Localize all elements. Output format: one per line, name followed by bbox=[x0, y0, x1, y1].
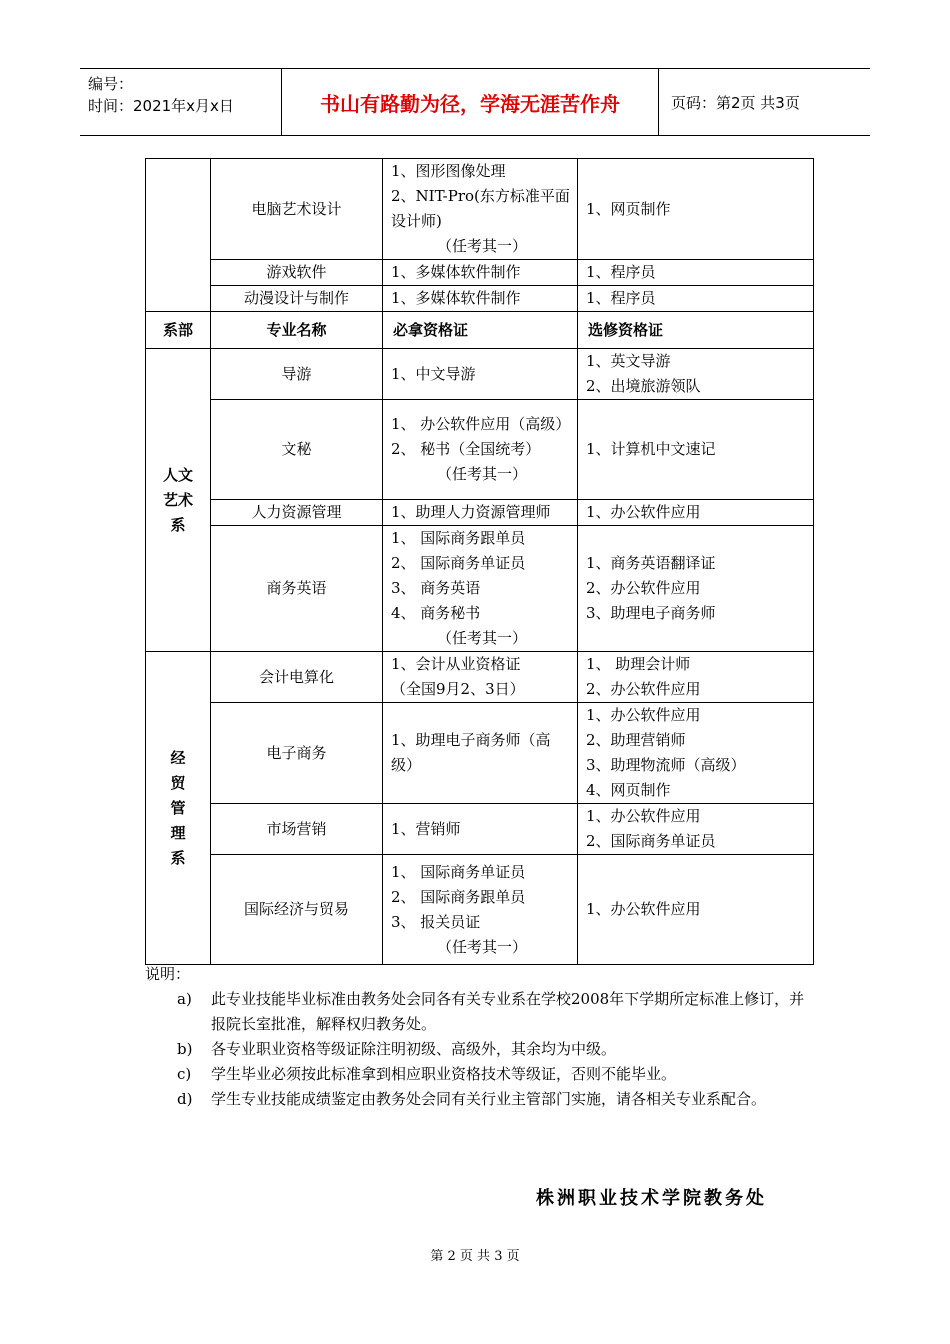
optional-cert-cell bbox=[578, 855, 814, 965]
required-cert-cell bbox=[383, 855, 578, 965]
dept-name bbox=[146, 652, 211, 965]
header-meta bbox=[80, 69, 282, 135]
required-note: （任考其一） bbox=[436, 465, 527, 483]
dept-label-line: 理 bbox=[170, 823, 186, 842]
note-item: d) 学生专业技能成绩鉴定由教务处会同有关行业主管部门实施，请各相关专业系配合。 bbox=[177, 1090, 767, 1108]
page-footer: 第 2 页 共 3 页 bbox=[430, 1249, 520, 1264]
optional-cert: 3、助理电子商务师 bbox=[586, 604, 716, 622]
optional-cert-cell bbox=[578, 500, 814, 526]
table-row bbox=[146, 804, 814, 855]
header-number: 编号： bbox=[88, 75, 134, 93]
required-cert: 2、 国际商务单证员 bbox=[391, 554, 526, 572]
required-cert-cell bbox=[383, 526, 578, 652]
optional-cert-cell bbox=[578, 400, 814, 500]
optional-cert: 1、英文导游 bbox=[586, 352, 671, 370]
signature: 株洲职业技术学院教务处 bbox=[536, 1188, 767, 1209]
header-dept: 系部 bbox=[146, 312, 211, 349]
dept-label-line: 系 bbox=[170, 515, 186, 534]
dept-label-line: 贸 bbox=[170, 773, 186, 792]
major-name: 游戏软件 bbox=[211, 260, 383, 286]
required-cert-cell bbox=[383, 652, 578, 703]
required-cert: 1、助理电子商务师（高级） bbox=[391, 731, 551, 774]
table-row bbox=[146, 349, 814, 400]
required-cert-cell bbox=[383, 349, 578, 400]
major-name: 市场营销 bbox=[211, 804, 383, 855]
dept-label bbox=[163, 463, 193, 538]
optional-cert: 1、办公软件应用 bbox=[586, 807, 701, 825]
optional-cert: 1、 助理会计师 bbox=[586, 655, 691, 673]
optional-cert: 2、办公软件应用 bbox=[586, 579, 701, 597]
major-name: 商务英语 bbox=[211, 526, 383, 652]
dept-label-line: 艺术 bbox=[162, 490, 193, 509]
required-cert: 1、助理人力资源管理师 bbox=[391, 503, 551, 521]
table-row bbox=[146, 260, 814, 286]
table-row bbox=[146, 500, 814, 526]
optional-cert-cell bbox=[578, 260, 814, 286]
major-name: 文秘 bbox=[211, 400, 383, 500]
notes-list bbox=[145, 987, 815, 1112]
optional-cert-cell bbox=[578, 286, 814, 312]
dept-label-line: 经 bbox=[170, 748, 186, 767]
required-cert-cell bbox=[383, 500, 578, 526]
optional-cert-cell bbox=[578, 526, 814, 652]
dept-label-line: 人文 bbox=[162, 465, 193, 484]
table-header-row bbox=[146, 312, 814, 349]
optional-cert: 3、助理物流师（高级） bbox=[586, 756, 746, 774]
note-item: c) 学生毕业必须按此标准拿到相应职业资格技术等级证，否则不能毕业。 bbox=[177, 1065, 677, 1083]
table-row bbox=[146, 703, 814, 804]
header-page-label: 页码：第2页 共3页 bbox=[671, 93, 800, 112]
note-item: b) 各专业职业资格等级证除注明初级、高级外，其余均为中级。 bbox=[177, 1040, 617, 1058]
major-name: 会计电算化 bbox=[211, 652, 383, 703]
major-name: 导游 bbox=[211, 349, 383, 400]
required-cert: 1、会计从业资格证 bbox=[391, 655, 521, 673]
dept-label-line: 系 bbox=[170, 848, 186, 867]
required-cert: 4、 商务秘书 bbox=[391, 604, 481, 622]
header-slogan: 书山有路勤为径，学海无涯苦作舟 bbox=[282, 69, 659, 135]
header-optional: 选修资格证 bbox=[578, 312, 814, 349]
optional-cert-cell bbox=[578, 652, 814, 703]
optional-cert: 2、国际商务单证员 bbox=[586, 832, 716, 850]
note-item: a) 此专业技能毕业标准由教务处会同各有关专业系在学校2008年下学期所定标准上修订，并报院长室批准，解释权归教务处。 bbox=[177, 990, 805, 1033]
page-header bbox=[80, 68, 870, 136]
required-cert: 1、多媒体软件制作 bbox=[391, 289, 521, 307]
required-cert-cell bbox=[383, 260, 578, 286]
optional-cert-cell bbox=[578, 804, 814, 855]
required-cert: 1、中文导游 bbox=[391, 364, 476, 383]
table-row bbox=[146, 652, 814, 703]
header-time: 时间：2021年x月x日 bbox=[88, 97, 234, 115]
certificate-table bbox=[145, 158, 814, 965]
table-row bbox=[146, 159, 814, 260]
table-row bbox=[146, 400, 814, 500]
major-name: 电子商务 bbox=[211, 703, 383, 804]
required-cert: （全国9月2、3日） bbox=[391, 680, 525, 698]
required-cert-cell bbox=[383, 400, 578, 500]
notes-title: 说明： bbox=[145, 965, 191, 983]
required-cert: 1、 国际商务单证员 bbox=[391, 862, 526, 881]
required-note: （任考其一） bbox=[436, 237, 527, 255]
optional-cert: 2、出境旅游领队 bbox=[586, 377, 701, 395]
major-name: 国际经济与贸易 bbox=[211, 855, 383, 965]
required-cert: 1、 办公软件应用（高级） bbox=[391, 415, 571, 433]
required-note: （任考其一） bbox=[436, 629, 527, 647]
dept-name bbox=[146, 349, 211, 652]
required-cert: 1、营销师 bbox=[391, 819, 461, 838]
required-cert: 1、图形图像处理 bbox=[391, 162, 506, 180]
required-note: （任考其一） bbox=[436, 937, 527, 956]
major-name: 动漫设计与制作 bbox=[211, 286, 383, 312]
required-cert: 1、多媒体软件制作 bbox=[391, 263, 521, 281]
required-cert: 2、 秘书（全国统考） bbox=[391, 440, 541, 458]
major-name: 人力资源管理 bbox=[211, 500, 383, 526]
major-name: 电脑艺术设计 bbox=[211, 159, 383, 260]
optional-cert-cell bbox=[578, 703, 814, 804]
optional-cert: 1、办公软件应用 bbox=[586, 706, 701, 724]
dept-label-line: 管 bbox=[170, 798, 186, 817]
required-cert-cell bbox=[383, 703, 578, 804]
optional-cert-cell bbox=[578, 159, 814, 260]
dept-cell-continued bbox=[146, 159, 211, 312]
required-cert: 3、 商务英语 bbox=[391, 579, 481, 597]
table-row bbox=[146, 286, 814, 312]
optional-cert: 1、计算机中文速记 bbox=[586, 440, 716, 458]
table-row bbox=[146, 855, 814, 965]
table-row bbox=[146, 526, 814, 652]
optional-cert: 1、办公软件应用 bbox=[586, 900, 701, 918]
optional-cert: 1、商务英语翻译证 bbox=[586, 554, 716, 572]
required-cert: 3、 报关员证 bbox=[391, 912, 481, 931]
required-cert: 1、 国际商务跟单员 bbox=[391, 529, 526, 547]
required-cert-cell bbox=[383, 286, 578, 312]
optional-cert: 1、程序员 bbox=[586, 263, 656, 281]
optional-cert: 2、助理营销师 bbox=[586, 731, 686, 749]
required-cert-cell bbox=[383, 159, 578, 260]
optional-cert: 1、网页制作 bbox=[586, 199, 671, 218]
required-cert-cell bbox=[383, 804, 578, 855]
required-cert: 2、NIT-Pro(东方标准平面设计师) bbox=[391, 187, 570, 230]
header-required: 必拿资格证 bbox=[383, 312, 578, 349]
optional-cert-cell bbox=[578, 349, 814, 400]
optional-cert: 2、办公软件应用 bbox=[586, 680, 701, 698]
header-major: 专业名称 bbox=[211, 312, 383, 349]
notes-section bbox=[145, 962, 815, 1112]
optional-cert: 1、程序员 bbox=[586, 289, 656, 307]
required-cert: 2、 国际商务跟单员 bbox=[391, 887, 526, 906]
optional-cert: 4、网页制作 bbox=[586, 781, 671, 799]
optional-cert: 1、办公软件应用 bbox=[586, 503, 701, 521]
dept-label bbox=[170, 746, 185, 871]
